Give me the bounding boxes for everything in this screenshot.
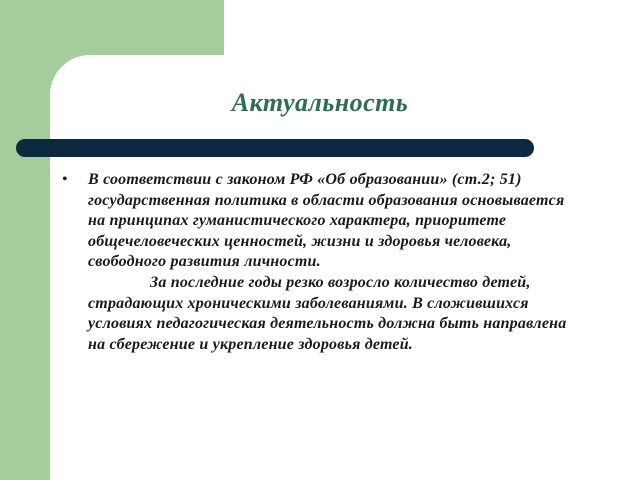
slide-title: Актуальность (231, 88, 409, 117)
body-paragraph-1: В соответствии с законом РФ «Об образовании» (ст.2; 51) государственная политика в области образования основывается на принципах гуманистического характера, приоритете общечеловеческих ценностей, жизни и здоровья человека, свободного развития личности. (88, 171, 565, 271)
title-divider-bar (16, 139, 534, 157)
slide-body (88, 170, 578, 355)
body-paragraph-2: За последние годы резко возросло количество детей, страдающих хроническими заболеваниями. В сложившихся условиях педагогическая деятельность должна быть направлена на сбережение и укрепление здоровья детей. (88, 273, 567, 353)
bullet-icon: • (62, 171, 68, 188)
